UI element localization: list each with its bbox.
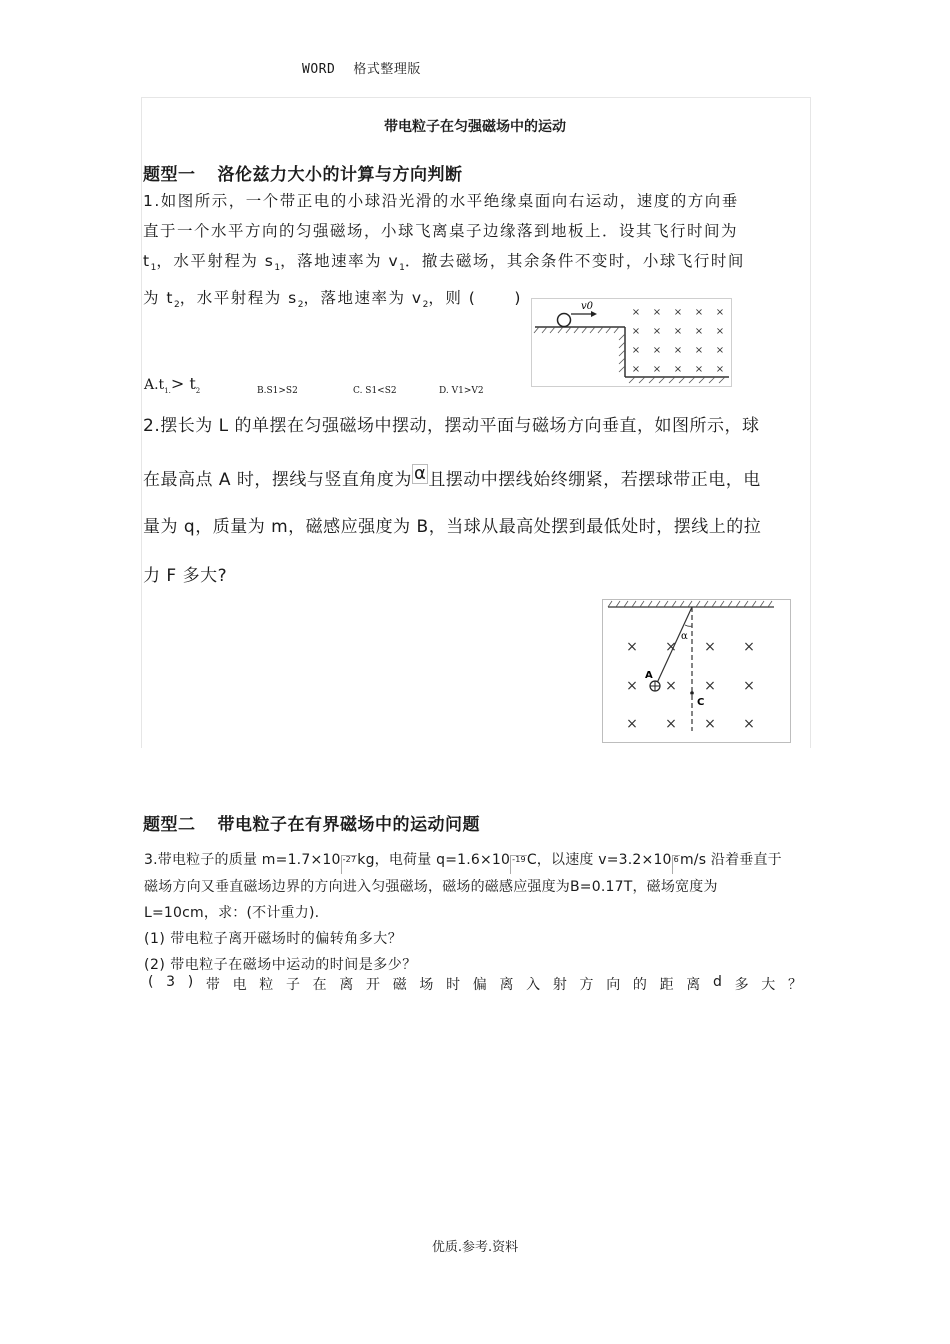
header-format: 格式整理版 xyxy=(353,62,421,77)
svg-text:×: × xyxy=(673,364,683,375)
header-word: WORD xyxy=(302,62,336,77)
svg-text:×: × xyxy=(715,345,725,356)
svg-text:×: × xyxy=(665,716,677,732)
svg-text:×: × xyxy=(694,307,704,318)
point-a-label: A xyxy=(645,670,653,681)
ball-icon xyxy=(558,314,571,327)
svg-text:×: × xyxy=(673,326,683,337)
section2-title: 带电粒子在有界磁场中的运动问题 xyxy=(217,815,480,835)
q2-line2: 在最高点 A 时，摆线与竖直角度为 α 且摆动中摆线始终绷紧，若摆球带正电，电 xyxy=(143,463,761,490)
page-footer: 优质.参考.资料 xyxy=(431,1240,519,1255)
q3-line1: 3.带电粒子的质量 m=1.7×10 -27kg，电荷量 q=1.6×10 -19C，以速度 v=3.2×10 6m/s 沿着垂直于 xyxy=(144,847,810,874)
q2-figure xyxy=(602,599,792,744)
svg-text:×: × xyxy=(694,345,704,356)
svg-text:×: × xyxy=(704,716,716,732)
option-a: $A.t_{1.}> t_2$ xyxy=(144,374,201,395)
svg-text:×: × xyxy=(673,345,683,356)
q3-line2: 磁场方向又垂直磁场边界的方向进入匀强磁场，磁场的磁感应强度为B=0.17T，磁场宽度为 xyxy=(144,879,718,895)
q3-line3: L=10cm，求：(不计重力). xyxy=(144,905,320,921)
q3-sub2: (2) 带电粒子在磁场中运动的时间是多少？ xyxy=(144,957,417,973)
q3-sub3: ( 3 ) 带 电 粒 子 在 离 开 磁 场 时 偏 离 入 射 方 向 的 距 离 d 多 大 ？ xyxy=(148,974,802,993)
alpha-symbol: α xyxy=(413,463,427,484)
svg-text:×: × xyxy=(631,307,641,318)
svg-text:×: × xyxy=(715,307,725,318)
svg-text:×: × xyxy=(626,639,638,655)
svg-text:×: × xyxy=(665,678,677,694)
angle-label: α xyxy=(681,631,688,642)
svg-text:×: × xyxy=(652,364,662,375)
q2-line4: 力 F 多大? xyxy=(143,566,228,586)
section2-heading xyxy=(143,810,480,835)
section1-heading xyxy=(143,160,463,185)
svg-text:×: × xyxy=(652,345,662,356)
doc-title: 带电粒子在匀强磁场中的运动 xyxy=(384,119,566,135)
page-header xyxy=(302,58,421,77)
svg-text:×: × xyxy=(652,307,662,318)
option-c: C. S1<S2 xyxy=(353,386,397,396)
svg-text:×: × xyxy=(743,716,755,732)
svg-text:×: × xyxy=(631,345,641,356)
svg-text:×: × xyxy=(652,326,662,337)
q3-sub1: (1) 带电粒子离开磁场时的偏转角多大？ xyxy=(144,931,403,947)
svg-text:×: × xyxy=(626,716,638,732)
svg-text:×: × xyxy=(665,639,677,655)
q1-line4: 为 $t_2$，水平射程为 $s_2$，落地速率为 $v_2$，则 ( ) xyxy=(143,289,522,311)
svg-text:×: × xyxy=(715,364,725,375)
q1-line2: 直于一个水平方向的匀强磁场，小球飞离桌子边缘落到地板上．设其飞行时间为 xyxy=(143,222,739,240)
svg-text:×: × xyxy=(694,364,704,375)
section2-prefix: 题型二 xyxy=(143,815,196,835)
q3-text xyxy=(144,847,810,978)
option-b: B.S1>S2 xyxy=(257,386,298,396)
svg-text:×: × xyxy=(715,326,725,337)
svg-text:×: × xyxy=(704,639,716,655)
svg-text:×: × xyxy=(743,678,755,694)
point-c-label: C xyxy=(697,697,705,708)
q1-line3: $t_1$，水平射程为 $s_1$，落地速率为 $v_1$．撤去磁场，其余条件不变时，小球飞行时间 xyxy=(143,252,745,274)
velocity-label: v0 xyxy=(581,301,594,312)
svg-text:×: × xyxy=(631,326,641,337)
svg-text:×: × xyxy=(673,307,683,318)
section1-title: 洛伦兹力大小的计算与方向判断 xyxy=(217,165,463,185)
svg-text:×: × xyxy=(631,364,641,375)
q2-line3: 量为 q，质量为 m，磁感应强度为 B，当球从最高处摆到最低处时，摆线上的拉 xyxy=(143,517,762,537)
q2-line1: 2.摆长为 L 的单摆在匀强磁场中摆动，摆动平面与磁场方向垂直，如图所示，球 xyxy=(143,416,760,436)
q1-figure xyxy=(531,298,733,388)
svg-text:×: × xyxy=(704,678,716,694)
section1-prefix: 题型一 xyxy=(143,165,196,185)
option-d: D. V1>V2 xyxy=(439,386,484,396)
q1-line1: 1.如图所示，一个带正电的小球沿光滑的水平绝缘桌面向右运动，速度的方向垂 xyxy=(143,192,739,210)
svg-text:×: × xyxy=(694,326,704,337)
svg-text:×: × xyxy=(743,639,755,655)
svg-text:×: × xyxy=(626,678,638,694)
